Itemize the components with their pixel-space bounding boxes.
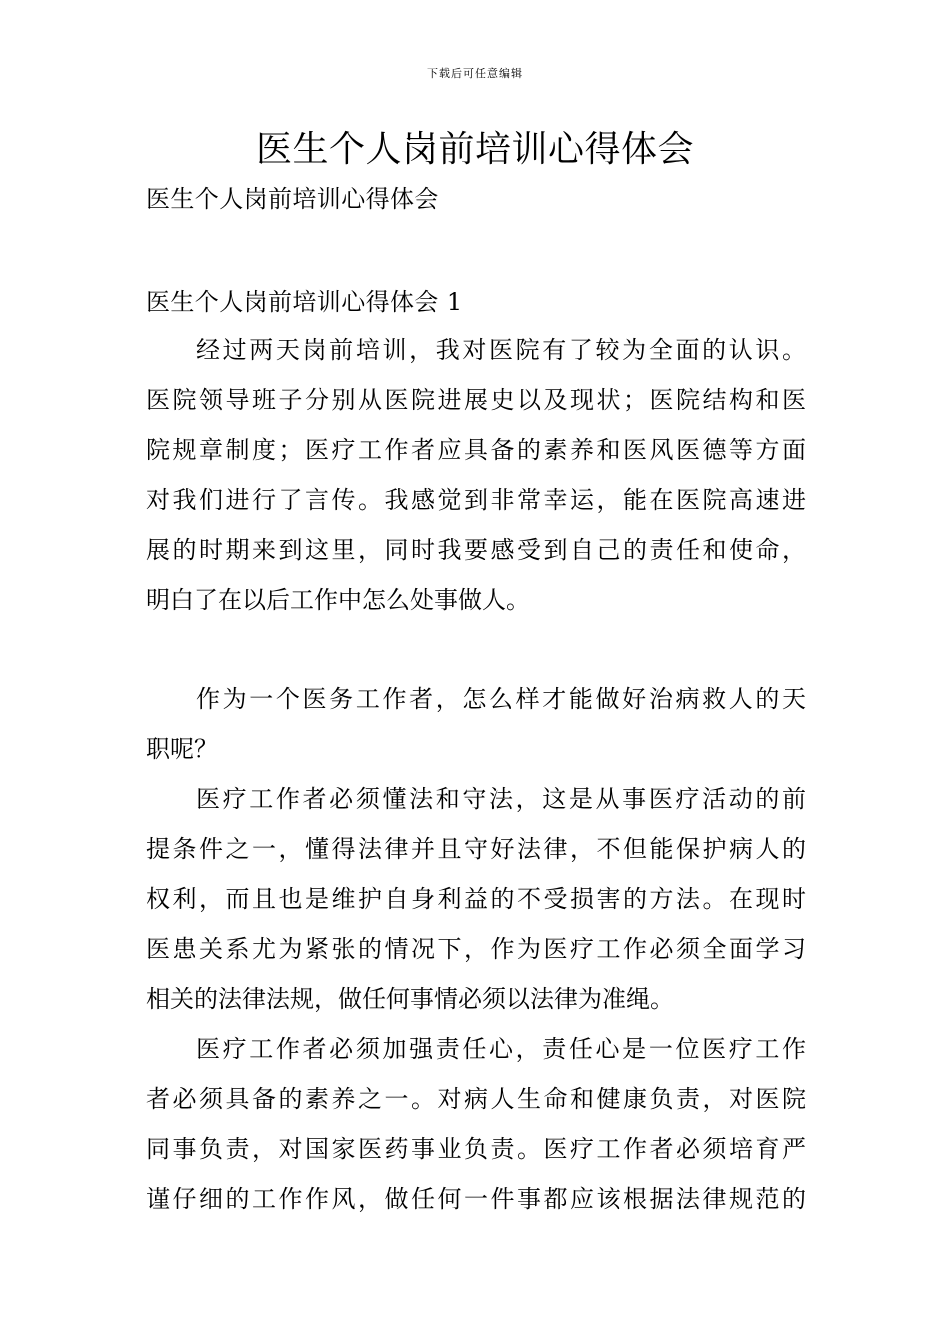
document-subtitle: 医生个人岗前培训心得体会 <box>146 185 439 213</box>
paragraph-4-line-3: 同事负责，对国家医药事业负责。医疗工作者必须培育严 <box>146 1135 806 1163</box>
paragraph-2-line-2: 职呢？ <box>146 735 218 763</box>
paragraph-3-line-1: 医疗工作者必须懂法和守法，这是从事医疗活动的前 <box>196 785 806 813</box>
paragraph-1-line-2: 医院领导班子分别从医院进展史以及现状；医院结构和医 <box>146 386 806 414</box>
paragraph-1-line-6: 明白了在以后工作中怎么处事做人。 <box>146 586 530 614</box>
paragraph-3-line-4: 医患关系尤为紧张的情况下，作为医疗工作必须全面学习 <box>146 935 806 963</box>
paragraph-3-line-3: 权利，而且也是维护自身利益的不受损害的方法。在现时 <box>146 885 806 913</box>
paragraph-1-line-3: 院规章制度；医疗工作者应具备的素养和医风医德等方面 <box>146 436 806 464</box>
paragraph-1-line-5: 展的时期来到这里，同时我要感受到自己的责任和使命， <box>146 536 806 564</box>
paragraph-4-line-4: 谨仔细的工作作风，做任何一件事都应该根据法律规范的 <box>146 1185 806 1213</box>
document-title: 医生个人岗前培训心得体会 <box>255 129 694 170</box>
paragraph-4-line-1: 医疗工作者必须加强责任心，责任心是一位医疗工作 <box>196 1035 806 1063</box>
paragraph-3-line-2: 提条件之一，懂得法律并且守好法律，不但能保护病人的 <box>146 835 806 863</box>
paragraph-3-line-5: 相关的法律法规，做任何事情必须以法律为准绳。 <box>146 985 674 1013</box>
paragraph-4-line-2: 者必须具备的素养之一。对病人生命和健康负责，对医院 <box>146 1085 806 1113</box>
paragraph-2-line-1: 作为一个医务工作者，怎么样才能做好治病救人的天 <box>196 685 806 713</box>
paragraph-1-line-1: 经过两天岗前培训，我对医院有了较为全面的认识。 <box>196 336 806 364</box>
header-note: 下载后可任意编辑 <box>427 67 523 80</box>
paragraph-1-line-4: 对我们进行了言传。我感觉到非常幸运，能在医院高速进 <box>146 486 806 514</box>
section-heading: 医生个人岗前培训心得体会 1 <box>146 288 463 316</box>
